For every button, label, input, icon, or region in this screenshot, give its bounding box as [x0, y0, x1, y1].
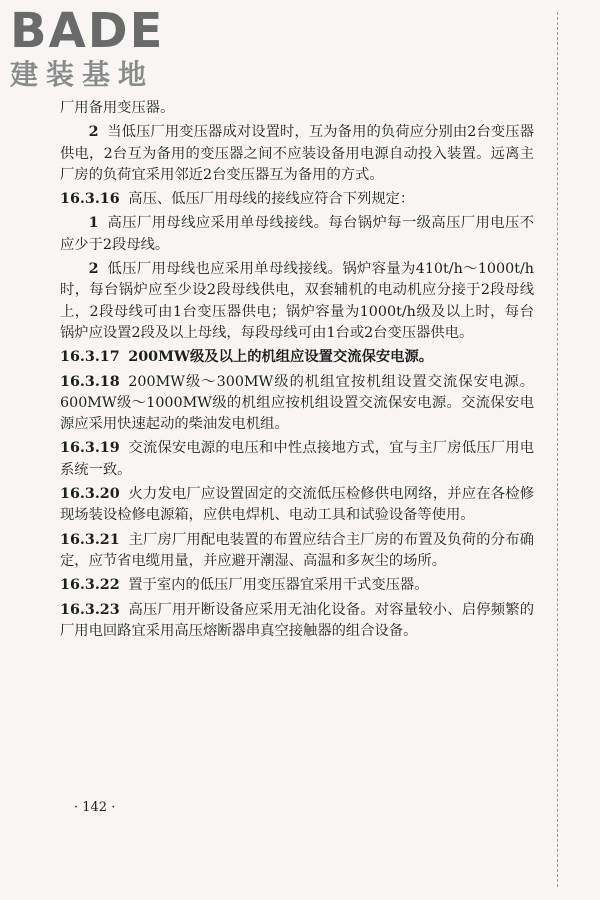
- list-item-2: [60, 122, 534, 186]
- item-number: 2: [88, 261, 99, 278]
- paragraph-text: 主厂房厂用配电装置的布置应结合主厂房的布置及负荷的分布确定，应节省电缆用量，并应避开潮湿、高温和多灰尘的场所。: [60, 531, 534, 569]
- logo-subtitle: 建装基地: [10, 58, 155, 91]
- paragraph-text: 200MW级及以上的机组应设置交流保安电源。: [128, 349, 434, 366]
- list-item-2b: [60, 259, 534, 344]
- clause-16-3-19: [60, 438, 534, 481]
- clause-number: 16.3.18: [60, 373, 120, 390]
- document-body: [60, 98, 534, 645]
- logo: [10, 3, 165, 92]
- clause-number: 16.3.21: [60, 531, 120, 548]
- clause-16-3-22: [60, 575, 534, 596]
- clause-16-3-18: [60, 372, 534, 436]
- paragraph-text: 低压厂用母线也应采用单母线接线。锅炉容量为410t/h～1000t/h时，每台锅炉应至少设2段母线供电，双套辅机的电动机应分接于2段母线上，2段母线可由1台变压器供电；锅炉容量为1000t/h级及以上时，每台锅炉应设置2段及以上母线，每段母线可由1台或2台变压器供电。: [60, 261, 534, 341]
- list-item-1: [60, 213, 534, 256]
- paragraph-text: 置于室内的低压厂用变压器宜采用干式变压器。: [128, 577, 429, 594]
- clause-16-3-16: [60, 189, 534, 210]
- clause-number: 16.3.17: [60, 349, 120, 366]
- paragraph-text: 当低压厂用变压器成对设置时，互为备用的负荷应分别由2台变压器供电，2台互为备用的变压器之间不应装设备用电源自动投入装置。远离主厂房的负荷宜采用邻近2台变压器互为备用的方式。: [60, 124, 534, 183]
- item-number: 1: [88, 215, 99, 232]
- logo-wordmark: BADE: [10, 3, 165, 59]
- clause-number: 16.3.22: [60, 577, 120, 594]
- clause-number: 16.3.16: [60, 191, 120, 208]
- paragraph-text: 厂用备用变压器。: [60, 100, 175, 116]
- clause-16-3-20: [60, 484, 534, 527]
- paragraph-text: 200MW级～300MW级的机组宜按机组设置交流保安电源。600MW级～1000MW级的机组应按机组设置交流保安电源。交流保安电源应采用快速起动的柴油发电机组。: [60, 373, 534, 433]
- paragraph-text: 火力发电厂应设置固定的交流低压检修供电网络，并应在各检修现场装设检修电源箱，应供电焊机、电动工具和试验设备等使用。: [60, 486, 534, 524]
- paragraph-text: 高压厂用开断设备应采用无油化设备。对容量较小、启停频繁的厂用电回路宜采用高压熔断器串真空接触器的组合设备。: [60, 601, 534, 639]
- clause-16-3-21: [60, 530, 534, 573]
- clause-16-3-17: [60, 347, 534, 368]
- paragraph-continuation: [60, 98, 534, 119]
- clause-number: 16.3.23: [60, 601, 120, 618]
- paragraph-text: 交流保安电源的电压和中性点接地方式，宜与主厂房低压厂用电系统一致。: [60, 440, 534, 478]
- clause-number: 16.3.20: [60, 486, 120, 503]
- page-number: · 142 ·: [74, 800, 116, 815]
- paragraph-text: 高压、低压厂用母线的接线应符合下列规定：: [128, 191, 415, 208]
- clause-number: 16.3.19: [60, 440, 120, 457]
- binding-edge-line: [557, 12, 558, 887]
- item-number: 2: [88, 124, 99, 141]
- clause-16-3-23: [60, 600, 534, 643]
- paragraph-text: 高压厂用母线应采用单母线接线。每台锅炉每一级高压厂用电压不应少于2段母线。: [60, 215, 534, 253]
